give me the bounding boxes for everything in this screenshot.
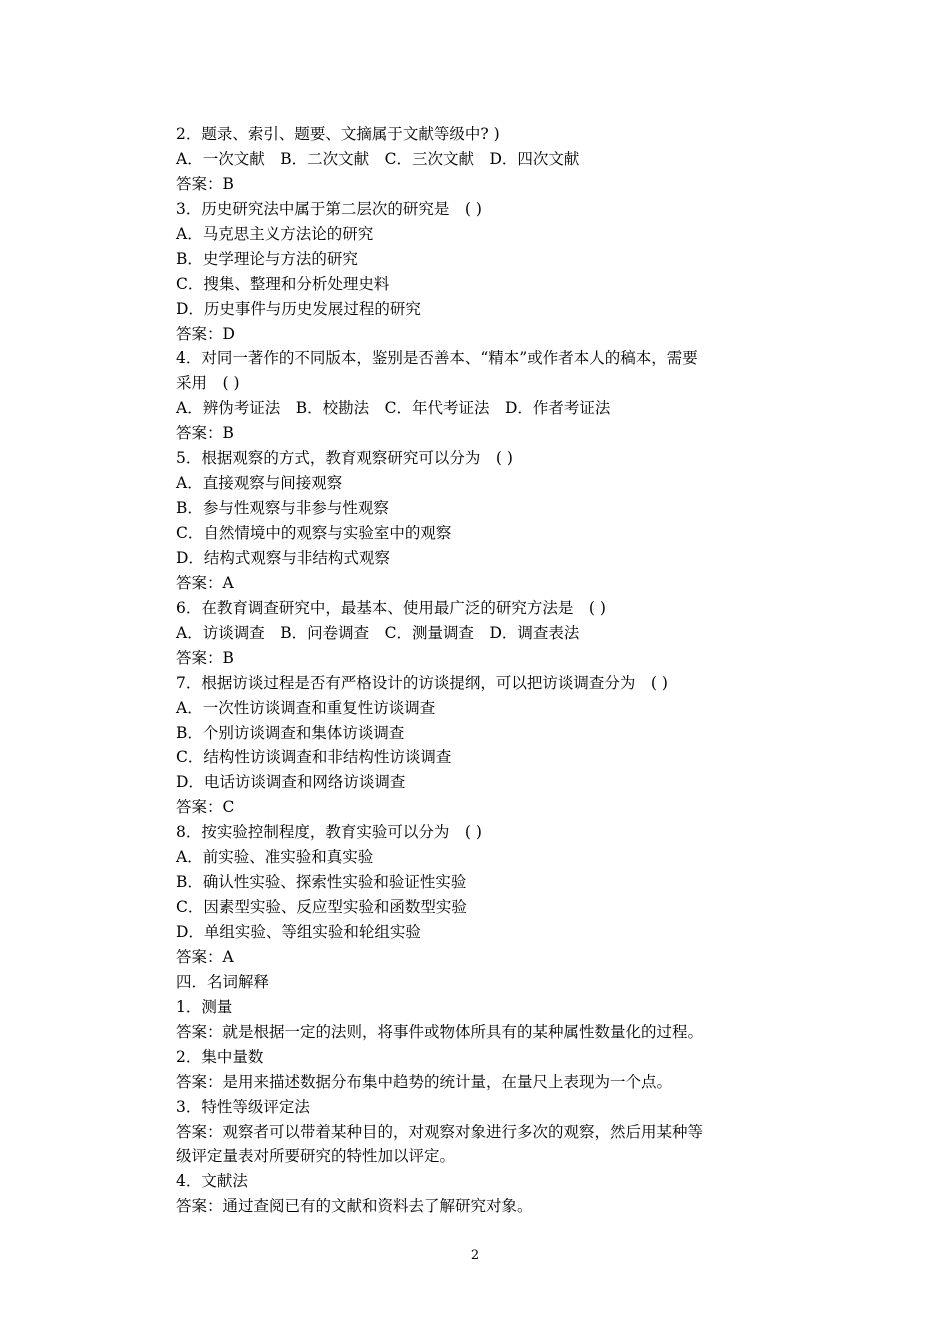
question-line: 4．对同一著作的不同版本，鉴别是否善本、“精本”或作者本人的稿本，需要	[176, 349, 698, 368]
option-line: C．搜集、整理和分析处理史料	[176, 274, 390, 293]
option-line: A．马克思主义方法论的研究	[176, 224, 374, 243]
option-line: C．因素型实验、反应型实验和函数型实验	[176, 898, 467, 917]
term-line: 1．测量	[176, 997, 233, 1016]
answer-line: 答案：A	[176, 947, 234, 966]
term-line: 3．特性等级评定法	[176, 1097, 310, 1116]
option-line: B．参与性观察与非参与性观察	[176, 499, 389, 518]
options-line: A．辨伪考证法 B．校勘法 C．年代考证法 D．作者考证法	[176, 399, 611, 418]
term-line: 2．集中量数	[176, 1047, 264, 1066]
question-line: 2．题录、索引、题要、文摘属于文献等级中? )	[176, 125, 500, 143]
option-line: D．结构式观察与非结构式观察	[176, 548, 390, 567]
answer-line: 答案：B	[176, 648, 234, 667]
option-line: C．结构性访谈调查和非结构性访谈调查	[176, 748, 452, 767]
section-heading: 四．名词解释	[176, 972, 270, 991]
answer-line: 答案：观察者可以带着某种目的，对观察对象进行多次的观察，然后用某种等	[176, 1122, 704, 1141]
question-line: 6．在教育调查研究中，最基本、使用最广泛的研究方法是 ( )	[176, 598, 606, 617]
question-line: 7．根据访谈过程是否有严格设计的访谈提纲，可以把访谈调查分为 ( )	[176, 673, 668, 692]
question-line: 8．按实验控制程度，教育实验可以分为 ( )	[176, 823, 482, 842]
answer-line: 答案：C	[176, 798, 235, 817]
option-line: A．直接观察与间接观察	[176, 474, 343, 493]
option-line: B．个别访谈调查和集体访谈调查	[176, 723, 405, 742]
options-line: A．访谈调查 B．问卷调查 C．测量调查 D．调查表法	[176, 623, 580, 642]
answer-line: 答案：就是根据一定的法则，将事件或物体所具有的某种属性数量化的过程。	[176, 1022, 704, 1041]
option-line: B．确认性实验、探索性实验和验证性实验	[176, 873, 467, 892]
option-line: D．电话访谈调查和网络访谈调查	[176, 773, 406, 792]
option-line: A．一次性访谈调查和重复性访谈调查	[176, 698, 436, 717]
answer-line: 答案：是用来描述数据分布集中趋势的统计量，在量尺上表现为一个点。	[176, 1072, 673, 1091]
answer-line: 答案：B	[176, 424, 234, 443]
page-number: 2	[470, 1248, 480, 1263]
answer-line: 答案：B	[176, 174, 234, 193]
question-line-continued: 采用 ( )	[176, 374, 240, 393]
option-line: A．前实验、准实验和真实验	[176, 848, 374, 867]
option-line: B．史学理论与方法的研究	[176, 249, 358, 268]
term-line: 4．文献法	[176, 1172, 248, 1191]
answer-line: 答案：A	[176, 573, 234, 592]
document-body	[176, 122, 776, 1219]
answer-line: 答案：D	[176, 324, 235, 343]
question-line: 3．历史研究法中属于第二层次的研究是 ( )	[176, 199, 482, 218]
answer-line: 答案：通过查阅已有的文献和资料去了解研究对象。	[176, 1197, 533, 1216]
answer-line-continued: 级评定量表对所要研究的特性加以评定。	[176, 1147, 456, 1166]
option-line: D．历史事件与历史发展过程的研究	[176, 299, 421, 318]
option-line: D．单组实验、等组实验和轮组实验	[176, 923, 421, 941]
option-line: C．自然情境中的观察与实验室中的观察	[176, 524, 452, 542]
options-line: A．一次文献 B．二次文献 C．三次文献 D．四次文献	[176, 149, 580, 168]
question-line: 5．根据观察的方式，教育观察研究可以分为 ( )	[176, 449, 513, 468]
